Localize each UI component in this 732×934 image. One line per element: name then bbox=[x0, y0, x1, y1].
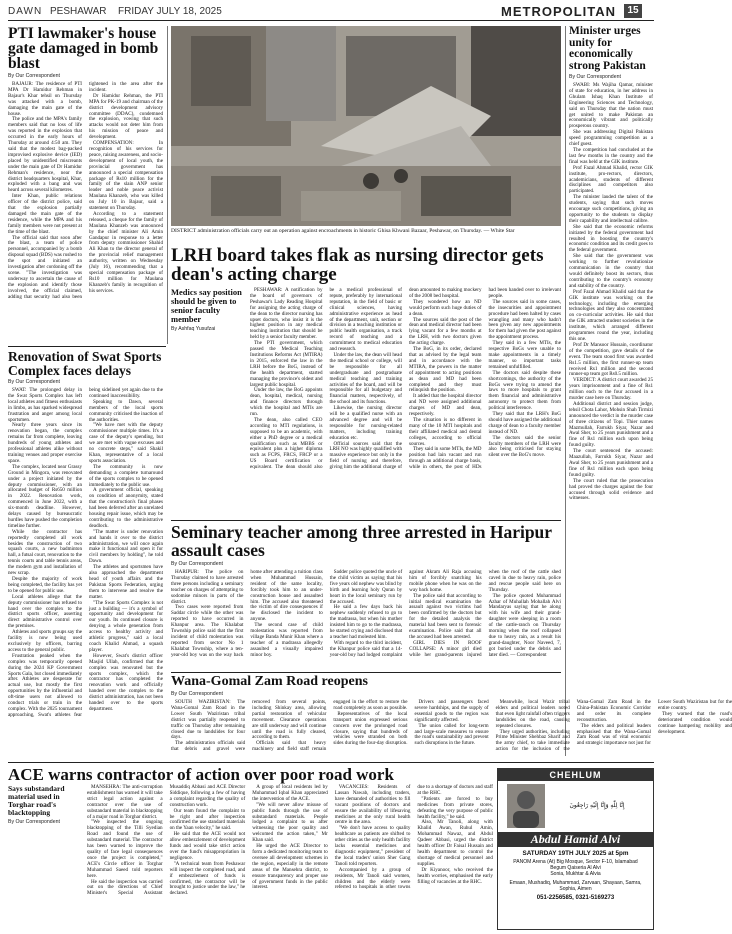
paragraph: Prof Dr Mansoor Hussain, coordinator of the competition, gave details of the event. The team stood first was awarded Rs1.5 million, the first runner-up team received Rs1 million and the second runner-up team got Rs0.5 million. bbox=[569, 341, 653, 378]
deck: Says substandard material used in Torghar road's blacktopping bbox=[8, 784, 65, 817]
paragraph: With regard to the third incident, the Khanpur police said that a 14-year-old boy had lodged complaint against Akram Ali Raja accusing him of forcibly snatching his mobile phone when he was on the way back home. bbox=[329, 569, 482, 658]
paragraph: The court sentenced the accused: Maazullah, Farrukh Siyar, Nazar and Awal Sher, to 25 years punishment and a fine of Rs1 million each upon being found guilty. bbox=[569, 448, 653, 478]
deck: Medics say position should be given to senior faculty member bbox=[171, 287, 242, 324]
headline: Renovation of Swat Sports Complex faces delays bbox=[8, 349, 162, 378]
paragraph: He said a few days back his nephew suddenly refused to go to the madrassa, but when his mother insisted him to go to the madrassa, he started crying and disclosed that a teacher had molested him. bbox=[329, 604, 403, 640]
paragraph: Nearly three years since its renovation began, the complex remains far from complete, leaving hundreds of young athletes and professional athletes alike without training venues and proper exercise space. bbox=[8, 422, 82, 464]
paragraph: She said that the economic reforms initiated by the federal government had resulted in boosting the country's economic condition and its credit goes to the federal government. bbox=[569, 223, 653, 254]
article-body bbox=[171, 699, 732, 756]
paragraph: She was addressing Digital Pakistan speed programming competition as a chief guest. bbox=[569, 129, 653, 148]
paragraph: BAJAUR: The residence of PTI MPA Dr Hamidur Rehman in Bajaur's Khar tehsil on Thursday was attacked with a bomb, damaging the main gate of the house. bbox=[8, 81, 82, 117]
chehlum-phone: 051-2256585, 0321-5169273 bbox=[536, 895, 615, 901]
story-pti bbox=[8, 26, 163, 348]
chehlum-title: CHEHLUM bbox=[498, 769, 653, 781]
article-body bbox=[87, 785, 493, 927]
paragraph: The athletes and sportsmen have also approached the department head of youth affairs and the Pakistan Sports Federation, urging them to intervene and resolve the matter. bbox=[89, 564, 163, 600]
byline: By Our Correspondent bbox=[8, 379, 60, 385]
paragraph: The doctors said despite these shortcomings, the authority of the BoGs were trying to amend the laws to more hospitals to grant them financial and administrative autonomy to protect them from political interference. bbox=[488, 369, 561, 412]
paragraph: The sources said the post of the dean and medical director had been lying vacant for a few months at the LRH, with two doctors given the acting charge. bbox=[409, 316, 482, 347]
story-ace bbox=[8, 766, 493, 932]
paragraph: They urged authorities, including Prime Minister Shehbaz Sharif and the army chief, to take immediate action for the inclusion of the Wana-Gomal Zam Road in the China-Pakistan Economic Corridor and order its complete reconstruction. bbox=[495, 699, 651, 753]
paragraph: The administration officials said that debris and gravel were removed from several points, including Shinkay area, allowing partial restoration of vehicular movement. Clearance operations are still underway and will continue until the road is fully cleared, according to them. bbox=[171, 699, 327, 753]
headline: Minister urges unity for economically strong Pakistan bbox=[569, 25, 646, 72]
story-sports bbox=[8, 350, 163, 754]
photo-caption: DISTRICT administration officials carry out an operation against encroachments in historic Ghisa Khwani Bazaar, Peshawar, on Thursday. — White Star bbox=[171, 228, 515, 234]
paragraph: SWABI: Ms Wajiha Qamar, minister of state for education, in her address in Ghulam Ishaq Khan Institute of Engineering Sciences and Technology, said on Thursday that the nation must get united to make Pakistan an economically vibrant and politically prosperous country. bbox=[569, 82, 653, 130]
paragraph: The PTI government, which passed the Medical Teaching Institutions Reforms Act (MTIRA) in 2015, enforced the law in the LRH before the BoG, instead of the health department, started managing the province's oldest and largest public hospital. bbox=[250, 340, 323, 388]
paragraph: He urged the ACE Director to form a dedicated monitoring team to oversee all development schemes in the region, especially in the remote areas of the Mansehra district, to ensure transparency and proper use of government funds in the public interest. bbox=[252, 843, 328, 891]
headline: ACE warns contractor of action over poor road work bbox=[8, 765, 394, 784]
paragraph: MANSEHRA: The anti-corruption establishment has warned it will take strict legal action against a contractor over the use of substandard material in blacktopping of a major road in Torghar district. bbox=[87, 784, 163, 820]
paragraph: Likewise, the nursing director will be a qualified nurse with an advanced degree and will be responsible for nursing-related matters, including training education etc. bbox=[329, 405, 402, 441]
paragraph: The court ruled that the prosecution had proved the charges against the four accused through solid evidence and witnesses. bbox=[569, 477, 653, 502]
page-header bbox=[8, 4, 653, 20]
paragraph: The complex, located near Grassy Ground in Mingora, was renovated under a project initiated by the deputy commissioner, with an allocated budget of Rs650 million in 2022. Renovation work, commenced in June 2022, with a six-month deadline. However, delays caused by bureaucratic hurdles have pushed the completion timeline further. bbox=[8, 463, 82, 529]
paragraph: The minister lauded the talent of the students, saying that such moves encourage such competitions, giving an opportunity to the students to display their capability and intellectual calibre. bbox=[569, 194, 653, 224]
paragraph: Under the law, the BoG appoints dean, hospital, medical, nursing and finance directors through which the hospital and MTIs are run. bbox=[250, 387, 323, 418]
portrait-photo bbox=[507, 784, 545, 828]
paragraph: "We have met with the deputy commissioner multiple times. It's a case of the deputy's spending, but we are met with vague excuses and no concrete steps," said Shakil Khan, representative of a local sports association. bbox=[89, 422, 163, 464]
masthead-paper: DAWN bbox=[8, 6, 43, 17]
paragraph: SWAT: The prolonged delay in the Swat Sports Complex has left local athletes and fitness enthusiasts in limbo, as has sparked widespread frustration and anger among local sportsmen. bbox=[8, 387, 82, 423]
paragraph: They wondered how an ND would perform such huge duties of a dean. bbox=[409, 298, 482, 317]
chehlum-notice bbox=[497, 768, 654, 930]
chehlum-date: SATURDAY 19TH JULY 2025 at 5pm bbox=[522, 850, 629, 857]
byline: By Our Correspondent bbox=[569, 74, 621, 80]
paragraph: Meanwhile, local Wazir tribal elders and political leaders noted that even light rainfall often triggers landslides on the road, causing repeated closures. bbox=[495, 699, 570, 729]
paragraph: Sadder police quoted the uncle of the child victim as saying that his five years old nephew was blind by birth and learning holy Quran by heart in the local seminary run by the accused. bbox=[329, 569, 403, 605]
paragraph: A government official, speaking on condition of anonymity, stated that the construction's final phases had been deferred after an unrelated housing repair issue, which may be contributing to the administrative deadlock. bbox=[89, 487, 163, 529]
paragraph: She said that the government was working to further revolutionize communication in the country that would definitely boost its sectors, thus contributing to the country's economy and stability of the country. bbox=[569, 253, 653, 289]
paragraph: Frustration peaked when the complex was temporarily opened during the 2024 KP Government Sports Gala, but closed immediately after. Athletes are desperate for actual use, but mostly the first opportunities by the influential and oft-time users not allowed to conduct trials or train in the complex. With the 2025 tournament approaching, Swat's athletes fear being sidelined yet again due to the continued inaccessibility. bbox=[8, 387, 163, 718]
paragraph: SOUTH WAZIRISTAN: The Wana-Gomal Zam Road in the Lower South Waziristan tribal district was partially reopened to traffic on Thursday after remaining closed due to landslides for four days. bbox=[171, 699, 246, 741]
paragraph: The dean, also called CEO according to MTI regulations, is supposed to be an academic, with either a PhD degree or a medical qualification such as MBBS or equivalent plus a higher diploma such as FCPS, FRCS, FRCP or a US Board certification or equivalent. The dean should also be a medical professional of repute, preferably by international reputation, in the field of basic or clinical sciences, having administrative experience as head of the department, unit, section or division in a teaching institution or public health organisation, a track record of teaching and a commitment to medical education and research. bbox=[250, 287, 402, 471]
paragraph: Official sources said that the LRH NO was highly qualified with massive experience but only in the field of nursing and therefore, giving him the additional charge of dean amounted to making mockery of the 2008 bed hospital. bbox=[329, 287, 482, 471]
paragraph: Inter Khan, public relations officer of the district police, said that the explosion partially damaged the main gate of the residence, while the MPA and his family members were not present at the time of the blast. bbox=[8, 193, 82, 235]
masthead-date: FRIDAY JULY 18, 2025 bbox=[118, 6, 222, 17]
paragraph: The sources said in some cases, the insecurities and appointment procedure had been halted by cases wrangling and many who hadn't been given any new appointments for them had given the post against the appointment process. bbox=[488, 298, 561, 341]
paragraph: Drivers and passengers faced severe hardships, and the supply of essential goods to the region was significantly affected. bbox=[414, 699, 489, 723]
paragraph: Under the law, the dean will head the medical school or college, will be responsible for all undergraduate and postgraduate medical teaching and training activities of the board, and will be responsible for all budgetary and financial matters, respectively, of the school and its functions. bbox=[329, 351, 402, 406]
paragraph: "We will never allow misuse of public funds through the use of substandard materials. People lodged a complaint to us after witnessing the poor quality and welcomed the action taken," Mr Khan said. bbox=[252, 801, 328, 844]
paragraph: The BoG, in its order, declared that as advised by the legal team and in accordance with the MTIRA, the powers in the matter of appointment to acting positions as dean and MD had been completed and they must relinquish the position. bbox=[409, 346, 482, 394]
headline: Wana-Gomal Zam Road reopens bbox=[171, 674, 368, 689]
article-body bbox=[250, 288, 561, 513]
paragraph: Speaking to Dawn, several members of the local sports community criticised the inaction of the authorities. bbox=[89, 398, 163, 423]
story-lrh bbox=[171, 246, 561, 516]
chehlum-venue: PANOM Arena (At) Big Mosque, Sector F-10, Islamabad bbox=[513, 859, 638, 865]
story-haripur bbox=[171, 524, 561, 670]
paragraph: The official said that soon after the blast, a team of police personnel, accompanied by a bomb disposal squad (BDS) was rushed to the spot and initiated an investigation after cordoning off the scene. "The investigation was underway to ascertain the cause of the explosion and identify those involved, the official claimed, adding that security had also been tightened in the area after the incident. bbox=[8, 81, 163, 300]
article-body bbox=[171, 570, 561, 670]
paragraph: The doctors said the senior faculty members of the LRH were also being criticised for staying silent over the BoG's move. bbox=[488, 434, 561, 459]
paragraph: "A technical team from Peshawar will inspect the completed road, and if embezzlement of funds is confirmed, the contractor will be brought to justice under the law," he declared. bbox=[169, 860, 246, 897]
masthead-city: PESHAWAR bbox=[50, 6, 107, 17]
byline: By Our Correspondent bbox=[8, 73, 60, 79]
paragraph: The elders and political leaders emphasised that the Wana-Gomal Zam Road was of vital economic and strategic importance not just for Lower South Waziristan but for the entire country. bbox=[576, 699, 732, 747]
paragraph: Prof Fazal Ahmad Khalid, rector GIK institute, pro-rectors, directors, academicians, students of different disciplines and competitors also participated. bbox=[569, 164, 653, 195]
paragraph: Our team found the complaint to be right and after inspection confirmed the use standard materials on the Yaan velocity," he said. bbox=[169, 807, 246, 832]
byline: By Our Correspondent bbox=[171, 561, 223, 567]
paragraph: Dr Kiyanoor, who received the health worries, emphasised the early filling of vacancies at the RHC. bbox=[417, 866, 493, 885]
paragraph: "Patients are forced to buy medicines from private stores, defeating the very purpose of public health facility," he said. bbox=[417, 795, 493, 820]
paragraph: "The Swat Sports Complex is not just a building — it's a symbol of opportunity and development for our youth. Its continued closure is denying a whole generation from access to healthy activity and athletic progress," said a local coach Khalid Ahmad, a squash player. bbox=[89, 599, 163, 653]
headline: LRH board takes flak as nursing director gets dean's acting charge bbox=[171, 245, 544, 285]
news-photo bbox=[171, 26, 561, 226]
header-rule bbox=[8, 20, 654, 21]
paragraph: Two cases were reported from Saddar circle while the other was reported to have occurred in Khanpur area. The Khalabat Township police said that the first incident of child molestation was reported from sector No 1 Khalabat Township, where a ten-year-old boy was on the way back home after attending a tuition class when Muhammad Hussain, resident of the same locality, forcibly took him to an under-construction house and assaulted him. The accused also threatened the victim of dire consequences if he disclosed the incident to anyone. bbox=[171, 569, 323, 658]
paragraph: The police quoted Muhammad Azhar of Muhallah Mohallah Alvi Mandaryas saying that he along with his wife and their grand-daughter were sleeping in a room of the cattle-ranch on Thursday morning when the roof collapsed due to heavy rain, as a result his grand-daughter, Noor Naveed, 7, got buried under the debris and later died. — Correspondent bbox=[488, 592, 561, 658]
paragraph: The union called for long-term and large-scale measures to ensure the road's sustainability and prevent such disruptions in the future. bbox=[414, 722, 489, 747]
paragraph: HARIPUR: The police on Thursday claimed to have arrested three persons including a seminary teacher on charges of attempting to sodomise minors in parts of the district. bbox=[171, 569, 244, 605]
paragraph: He said the inspection was carried out on the directions of Chief Minister's Special Assistant Musaddiq Abbasi and ACE Director Siddique, following a few of having a complaint regarding the quality of construction work. bbox=[87, 784, 246, 897]
paragraph: VACANCIES: Residents of Lassan Nawab, including traders, have demanded of authorities to fill vacant positions of doctors and ensure the availability of lifesaving medicines at the only rural health centre in the area. bbox=[334, 784, 411, 826]
story-wana bbox=[171, 674, 732, 757]
paragraph: Officials said that heavy machinery and field staff remain engaged in the effort to restore the road completely as soon as possible. bbox=[252, 699, 408, 753]
article-body bbox=[8, 388, 163, 746]
paragraph: They said in a few MTIs, the respective BoGs were unable to make appointments in a timely manner, so important tasks remained unfulfilled. bbox=[488, 340, 561, 370]
paragraph: Also, Mr Tanoli, along with Khalid Awan, Ruhul Amin, Mohammad Nawaz, and Abdul Qadeer Abbasi, urged the district health officer Dr Faisal Hussain and health department to control the shortage of medical personnel and supplies. bbox=[417, 819, 493, 867]
paragraph: VERDICT: A district court awarded 25 years imprisonment and a fine of Rs1 million each to the four accused in a murder case here on Thursday. bbox=[569, 377, 653, 402]
section-title: METROPOLITAN bbox=[501, 4, 617, 19]
paragraph: Prof Fazal Ahmad Khalid said that the GIK institute was working on the technology, including the emerging technologies and they also concentrated on co-curricular activities. He said that the GIK attracted student societies in the institute, which arranged different programmes round the year, including this one. bbox=[569, 288, 653, 342]
page-number: 15 bbox=[624, 4, 642, 18]
paragraph: The second case of child molestation was reported from village Banda Munir Khan where a teacher of a madrassa allegedly assaulted a visually impaired minor boy. bbox=[250, 622, 323, 658]
paragraph: The police and the MPA's family members said that no loss of life was reported in the explosion that occurred in the early hours of Thursday at around 4:50 am. They said that the modest bag-packed improvised explosive device (IED) placed by unidentified miscreants under the main gate of Dr Hamidur Rehman's residence, near the district headquarters hospital, Khar, exploded with a bang and was heard across several kilometres. bbox=[8, 116, 82, 194]
chehlum-bereaved: Emaan, Mushadiq, Muhammad, Zarvaan, Shayaan, Samra, Sophia, Aimen bbox=[509, 880, 642, 892]
headline: Seminary teacher among three arrested in Haripur assault cases bbox=[171, 522, 552, 560]
headline: PTI lawmaker's house gate damaged in bomb blast bbox=[8, 25, 159, 72]
paragraph: Additional district and session judge, tehsil Chota Lahor, Mohsin Shah Tirmizi announced the verdict in the murder case of three citizens of Topi. Thier names Mazmullah, Farrukh Siyar, Nazar and Awal Sher, to 25 years punishment and a fine of Rs1 million each upon being found guilty. bbox=[569, 400, 653, 449]
paragraph: They warned that the road's deteriorated condition would continue hampering mobility and development. bbox=[657, 710, 732, 735]
byline: By Our Correspondent bbox=[8, 819, 60, 825]
article-body bbox=[569, 83, 653, 502]
chehlum-address: Begum Qaiseria Al Alvi bbox=[550, 865, 601, 871]
paragraph: Accompanied by a group of residents, Mr Tanoli said women, children and the elderly were referred to hospitals in other towns due to a shortage of doctors and staff at the RHC. bbox=[334, 784, 493, 891]
deceased-name: Abdul Hamid Alvi bbox=[498, 832, 653, 847]
article-body bbox=[8, 82, 163, 301]
paragraph: While the contractor has reportedly completed all work besides the construction of two squash courts, a new badminton hall, a futsal court, renovation to the tennis courts and table tennis areas, the modern gym and installation of new scrap. bbox=[8, 528, 82, 577]
paragraph: Dr Hamidur Rehman, the PTI MPA for PK-19 and chairman of the district development advisory committee (DDAC), condemned the explosion, vowing that such attacks would not deter him from his mission of peace and development. bbox=[89, 92, 163, 141]
paragraph: The police said that according to initial medical examination the assault against two victims had been confirmed by the doctors but for the detailed analysis the material had been sent to forensic examination. Police said that all the accused had been arrested. bbox=[409, 592, 482, 640]
paragraph: "The matter is under renovation and hands it over to the district administration, we will once again make it functional and open it for civil members by holding", he told Dawn. bbox=[89, 528, 163, 565]
paragraph: GIRL DIES IN ROOF COLLAPSE: A minor girl died while her grand-parents injured when the roof of the cattle shed caved in due to heavy rain, police and rescue people said here on Thursday. bbox=[409, 569, 561, 658]
paragraph: However, Swat's district officer Masjid Ullah, confirmed that the complex was renovated but the sports complex, which the contractor has completed the renovation work and officially handed over the complex to the district administration, has not been handed over to the sports department. bbox=[89, 652, 163, 712]
paragraph: Local athletes allege that the deputy commissioner has refused to hand over the complex to the district sports officer, asserting direct administrative control over the premises. bbox=[8, 593, 82, 630]
paragraph: Athletes and sports groups say the facility is now being used exclusively by officers, barring access to the general public. bbox=[8, 629, 82, 653]
paragraph: According to a statement released, a cheque for the family of Maulana Khanzeb was announced by the chief minister Ali Amin Gandapur in response to a letter from deputy commissioner Shahid Ali Khan to the director general of the provincial relief management authority, written on Wednesday (July 16), recommending that a special compensation package of Rs10 million for Maulana Khanzeb's family in recognition of his services. bbox=[89, 210, 163, 294]
byline: By Ashfaq Yusufzai bbox=[171, 326, 216, 332]
urdu-verse: إِنَّا لِلّٰهِ وَإِنَّا إِلَيْهِ رَاجِعُونَ bbox=[569, 802, 625, 809]
paragraph: Despite the majority of work being completed, the facility has yet to be opened for public use. bbox=[8, 576, 82, 594]
bazaar-photo-image bbox=[171, 26, 561, 226]
paragraph: COMPENSATION: In recognition of his services for peace, raising awareness, and socio-development of local youth, the provincial government has announced a special compensation package of Rs10 million for the family of the slain ANP senior leader and noble peace activist Maulana Khanzeb, who was killed on July 10 in Bajaur, said a statement on Thursday. bbox=[89, 140, 163, 212]
paragraph: The community is now demanding a complete turnaround of the sports complex to be opened immediately to the public use. bbox=[89, 463, 163, 488]
paragraph: PESHAWAR: A notification by the board of governors of Peshawar's Lady Reading Hospital for assigning the acting charge of the dean to the director nursing has upset doctors, who insist it is the highest position in any medical teaching institution that should be held by a senior faculty member. bbox=[250, 287, 323, 341]
paragraph: He said that the ACE would not allow embezzlement of development funds and would take strict action over the fund's misappropriation in negligence. bbox=[169, 831, 246, 861]
paragraph: "We don't have access to quality healthcare as patients are shifted to other cities as the only health facility lacks essential medicines and diagnostic equipment," president of the local traders' union Sher Gang Tanoli told reporters. bbox=[334, 825, 411, 867]
paragraph: "We inspected the ongoing blacktopping of the Tilli Syedian Road and found the use of substandard material. The contractor has been warned to improve the quality of face legal consequences once the project is completed," ACE's Circle officer in Torghar Muhammad Saeed told reporters here. bbox=[87, 819, 163, 879]
chehlum-family: Sonia, Mukhtar & Alvia bbox=[550, 871, 601, 877]
paragraph: Representatives of the local transport union expressed serious concern over the prolonged road closure, saying that hundreds of vehicles were stranded on both sides during the four-day disruption. bbox=[333, 710, 408, 747]
paragraph: They said that the LRH's BoG should have assigned the additional charge of dean to a faculty member instead of ND. bbox=[488, 411, 561, 435]
byline: By Our Correspondent bbox=[171, 691, 223, 697]
story-minister bbox=[569, 26, 653, 756]
paragraph: They said in some MTIs, the MD position had lain vacant and run through an additional charge basis, while in others, the post of HDs had been handed over to irrelevant people. bbox=[409, 287, 561, 471]
paragraph: It added that the hospital director and ND were assigned additional charges of MD and dean, respectively. bbox=[409, 393, 482, 418]
paragraph: The situation is no different in many of the 10 MTI hospitals and their affiliated medical and dental colleges, according to official sources. bbox=[409, 416, 482, 447]
paragraph: A group of local residents led by Muhammad Iqbal Khan appreciated the intervention of the ACE. bbox=[252, 784, 328, 802]
paragraph: The competition had concluded at the last few months in the country and the final was held at the GIK institute. bbox=[569, 146, 653, 165]
